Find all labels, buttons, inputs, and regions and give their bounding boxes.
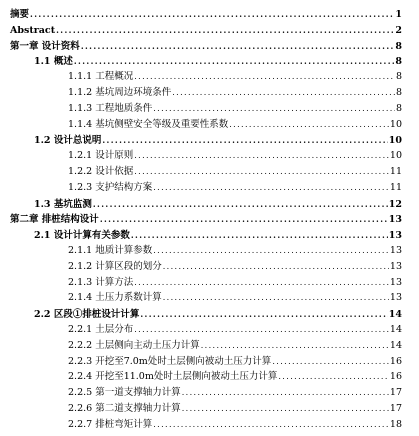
toc-dot-leader bbox=[182, 402, 389, 416]
toc-entry bbox=[68, 402, 402, 416]
toc-dot-leader bbox=[131, 228, 388, 242]
toc-entry-title: 1.1.3 工程地质条件 bbox=[68, 102, 153, 114]
toc-dot-leader bbox=[93, 197, 388, 211]
toc-entry-title: 1.1.1 工程概况 bbox=[68, 71, 134, 83]
toc-entry-page-number: 11 bbox=[389, 166, 402, 177]
toc-entry bbox=[34, 307, 402, 321]
toc-dot-leader bbox=[134, 70, 395, 84]
toc-entry-title: 2.2.7 排桩弯矩计算 bbox=[68, 418, 153, 430]
toc-entry bbox=[34, 228, 402, 242]
toc-entry-page-number: 10 bbox=[389, 118, 402, 130]
toc-entry-page-number: 17 bbox=[389, 387, 402, 399]
toc-entry-page-number: 16 bbox=[389, 371, 402, 383]
toc-dot-leader bbox=[100, 212, 388, 226]
toc-entry bbox=[34, 54, 402, 68]
toc-entry-page-number: 13 bbox=[389, 260, 402, 272]
toc-entry-page-number: 8 bbox=[395, 87, 402, 98]
toc-entry bbox=[68, 260, 402, 274]
toc-entry bbox=[10, 39, 402, 53]
toc-entry bbox=[68, 102, 402, 116]
toc-entry-title: 2.2.5 第一道支撑轴力计算 bbox=[68, 387, 181, 399]
toc-entry bbox=[68, 418, 402, 432]
toc-entry-page-number: 14 bbox=[388, 309, 402, 321]
toc-entry-page-number: 13 bbox=[389, 276, 402, 288]
toc-entry bbox=[10, 7, 402, 21]
toc-entry-title: 2.1.4 土压力系数计算 bbox=[68, 292, 162, 304]
toc-entry bbox=[68, 355, 402, 369]
toc-entry bbox=[68, 276, 402, 290]
toc-entry-title: 1.3 基坑监测 bbox=[34, 198, 92, 210]
toc-entry-title: 2.1.3 计算方法 bbox=[68, 276, 134, 288]
toc-entry bbox=[68, 70, 402, 84]
toc-entry-page-number: 13 bbox=[389, 245, 402, 256]
toc-dot-leader bbox=[134, 165, 389, 179]
toc-entry-page-number: 16 bbox=[389, 355, 402, 367]
toc-dot-leader bbox=[153, 418, 389, 432]
toc-entry bbox=[68, 149, 402, 163]
toc-dot-leader bbox=[134, 323, 389, 337]
toc-entry bbox=[34, 197, 402, 211]
toc-entry-title: 1.1.4 基坑侧壁安全等级及重要性系数 bbox=[68, 118, 229, 130]
toc-entry-page-number: 11 bbox=[389, 181, 402, 193]
toc-dot-leader bbox=[56, 23, 394, 37]
toc-entry bbox=[68, 118, 402, 132]
toc-entry bbox=[10, 212, 402, 226]
toc-entry-title: 第二章 排桩结构设计 bbox=[10, 214, 99, 226]
toc-entry-title: 2.1 设计计算有关参数 bbox=[34, 230, 130, 242]
toc-entry-page-number: 13 bbox=[388, 230, 402, 242]
toc-entry-page-number: 8 bbox=[395, 56, 402, 68]
toc-entry bbox=[68, 370, 402, 384]
toc-entry bbox=[68, 323, 402, 337]
toc-entry bbox=[68, 244, 402, 258]
toc-dot-leader bbox=[182, 386, 389, 400]
toc-dot-leader bbox=[134, 149, 389, 163]
toc-entry-page-number: 2 bbox=[395, 24, 402, 36]
toc-entry-title: 1.2.2 设计依据 bbox=[68, 166, 134, 177]
toc-entry-page-number: 18 bbox=[389, 418, 402, 430]
toc-dot-leader bbox=[163, 291, 389, 305]
toc-entry-title: 1.1.2 基坑周边环境条件 bbox=[68, 87, 172, 98]
toc-dot-leader bbox=[172, 86, 395, 100]
toc-entry-page-number: 10 bbox=[388, 135, 402, 147]
toc-dot-leader bbox=[153, 102, 395, 116]
toc-entry-title: 2.2.6 第二道支撑轴力计算 bbox=[68, 403, 181, 414]
toc-entry-page-number: 8 bbox=[395, 102, 402, 114]
toc-dot-leader bbox=[229, 118, 389, 132]
toc-entry-title: 1.2.1 设计原则 bbox=[68, 150, 134, 162]
toc-entry-title: 2.2 区段①排桩设计计算 bbox=[34, 309, 140, 321]
toc-entry-title: 2.2.1 土层分布 bbox=[68, 324, 134, 335]
toc-entry bbox=[68, 165, 402, 179]
toc-entry bbox=[68, 386, 402, 400]
toc-entry-page-number: 17 bbox=[389, 403, 402, 414]
toc-entry-title: 2.2.2 土层侧向主动土压力计算 bbox=[68, 339, 200, 351]
toc-entry-title: 1.2 设计总说明 bbox=[34, 135, 102, 147]
toc-entry-title: 2.2.4 开挖至11.0m处时土层侧向被动土压力计算 bbox=[68, 371, 278, 383]
toc-dot-leader bbox=[201, 339, 389, 353]
toc-entry-page-number: 13 bbox=[388, 214, 402, 226]
toc-entry bbox=[10, 23, 402, 37]
toc-entry bbox=[34, 133, 402, 147]
toc-dot-leader bbox=[30, 7, 394, 21]
toc-dot-leader bbox=[74, 54, 395, 68]
toc-dot-leader bbox=[140, 307, 387, 321]
toc-entry-page-number: 8 bbox=[395, 71, 402, 83]
toc-entry-page-number: 13 bbox=[389, 292, 402, 304]
toc-entry bbox=[68, 291, 402, 305]
toc-entry-page-number: 10 bbox=[389, 150, 402, 162]
toc-dot-leader bbox=[134, 276, 389, 290]
toc-entry-page-number: 14 bbox=[389, 339, 402, 351]
toc-entry-title: 摘要 bbox=[10, 9, 30, 20]
toc-dot-leader bbox=[278, 370, 389, 384]
toc-entry-title: 1.2.3 支护结构方案 bbox=[68, 181, 153, 193]
toc-entry-page-number: 8 bbox=[395, 40, 402, 52]
toc-dot-leader bbox=[153, 244, 389, 258]
toc-entry-page-number: 1 bbox=[395, 9, 402, 20]
toc-dot-leader bbox=[102, 133, 387, 147]
toc-entry bbox=[68, 339, 402, 353]
toc-dot-leader bbox=[153, 181, 389, 195]
toc-entry-page-number: 14 bbox=[389, 324, 402, 335]
toc-dot-leader bbox=[163, 260, 389, 274]
toc-entry bbox=[68, 181, 402, 195]
toc-entry bbox=[68, 86, 402, 100]
toc-dot-leader bbox=[81, 39, 395, 53]
toc-entry-title: 2.2.3 开挖至7.0m处时土层侧向被动土压力计算 bbox=[68, 355, 272, 367]
toc-entry-title: Abstract bbox=[10, 24, 56, 36]
toc-entry-title: 2.1.2 计算区段的划分 bbox=[68, 260, 162, 272]
toc-entry-title: 第一章 设计资料 bbox=[10, 40, 80, 52]
toc-entry-page-number: 12 bbox=[388, 198, 402, 210]
toc-entry-title: 2.1.1 地质计算参数 bbox=[68, 245, 153, 256]
toc-dot-leader bbox=[272, 355, 389, 369]
toc-entry-title: 1.1 概述 bbox=[34, 56, 73, 68]
